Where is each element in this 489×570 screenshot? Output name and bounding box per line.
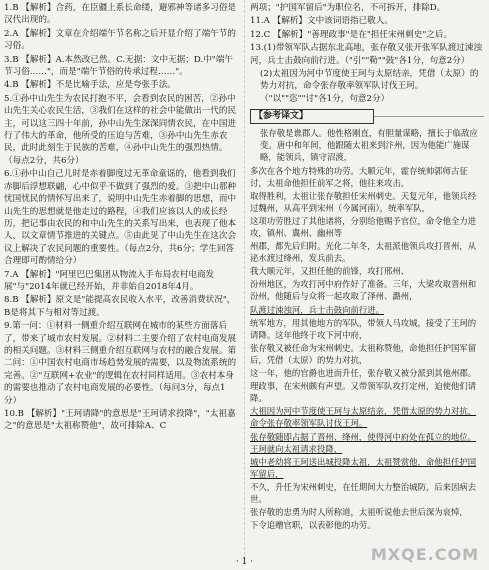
answer-12: 12.C 【解析】"善理政事"是在"担任宋州刺史"之后。 bbox=[250, 29, 453, 40]
right-column bbox=[250, 2, 484, 532]
translation-line: 张存敬的忠勇为时人所称道，太祖听说他去世后深为哀悼， bbox=[250, 507, 468, 518]
translation-line-underlined: 张存敬随即占据了晋州、绛州，使得河中府处在孤立的地位。王珂就向太祖请求投降， bbox=[250, 431, 477, 454]
translation-line: 张存敬又被任命为宋州刺史。太祖称赞他，命他担任护国军留后，凭借（太原）的势力对抗， bbox=[250, 342, 477, 365]
translation-line: 这项功劳胜过了其他诸将，分别给他赐予官位，命令他全力进攻，镇州、冀州、幽州等 bbox=[250, 215, 477, 238]
answer-3: 3.B 【解析】A.本然改已然。C.无据：文中无据；D.中"端午节习俗……"，而是"端午节俗的传承过程……"。 bbox=[4, 54, 233, 78]
translation-line: 理政事，在宋州颇有声望。又带领军队攻打定州，迫使他们请降。 bbox=[250, 381, 477, 404]
answer-5: 5.①孙中山先生为农民打抱不平，会看到农民的困苦，②孙中山先生关心农民生活，③我们在这样的社会中能做出一代的民主，可以这三四十年前，孙中山先生深深同情农民，在中国进行了伟大的革命，他所受的压迫与苦难，③孙中山先生赤农民，此时此刻生于民族的苦难，④孙中山先生的强烈热情。（每点2分，共6分） bbox=[4, 93, 237, 166]
left-column bbox=[4, 2, 238, 434]
translation-line-underlined: 大祖因为河中节度使王珂与太原结亲，凭借太原的势力对抗，命令张存敬率领军队讨伐王珂。 bbox=[250, 406, 477, 429]
translation-line: 汾州地区，为攻打河中府作好了准备。三年，大梁攻取晋州和汾州，他随后与众将一起攻取了泽州、潞州， bbox=[250, 279, 477, 302]
answer-11: 11.A 【解析】文中该词语指已敬人。 bbox=[250, 16, 393, 27]
translation-line: 多次在各个地方特殊的功劳。大顺元年，霍存统帅郭师古征讨，太祖命他担任前军之将，他往来攻击， bbox=[250, 165, 468, 188]
translation-line: 统军地方，用其他地方的军队，带领人马攻城，接受了王珂的请降。这年他终于攻下河中府， bbox=[250, 317, 477, 340]
translation-line: 取得胜利，太祖让张存敬担任宋州刺史。天复元年，他领兵经过魏州，从高平到宋州（今属河南），统率军队， bbox=[250, 190, 477, 213]
answer-6: 6.①孙中山自己儿时是赤着脚度过无革命童谣的，他看到我们赤脚后浮想联翩，心中似乎不做到了强烈的爱。③把中山那种忧国忧民的情怀写出来了，说明中山先生赤着脚的思想，而中山先生的思想就是他走过的路程，④我们应该以人的成长经历，把记事由农民的和中山先生的关系写出来，也表现了他本人，以文章情节推进的关键点。⑤由此见了中山先生在这次会议上解决了农民问题的重要性。（每点2分，共6分；学生回答合理即可酌情给分） bbox=[4, 169, 237, 267]
translation-line: 州郡，都先后归附。光化二年冬，太祖派他领兵攻打晋州，从泌水渡过绛州，发兵前去。 bbox=[250, 241, 477, 264]
page-number: · 1 · bbox=[235, 557, 254, 567]
answer-10-cont: 两项；"护国军留后"为职位名，不可拆开，排除D。 bbox=[250, 3, 446, 13]
reference-translation-body bbox=[250, 127, 484, 531]
answer-13-2: (2)太祖因为河中节度使王珂与太原结亲，凭借（太原）的势力对抗，命令张存敬率领军队讨伐王珂。（"以""恣""讨"各1分，句意2分） bbox=[260, 69, 479, 104]
answer-8: 8.B 【解析】原文是"能提高农民收入水平，改善消费状况"，B是将其下与相对等过渡。 bbox=[4, 295, 236, 318]
reference-translation-header bbox=[250, 109, 374, 124]
translation-line-underlined: 城中老幼将王珂送出城投降太祖，太祖赞赏他，命他担任护国军留后， bbox=[250, 456, 477, 479]
answer-10: 10.B 【解析】"王珂请降"的意思是"王珂请求投降"，"太祖嘉之"的意思是"太祖称赞他"，故可排除A、C bbox=[4, 409, 236, 432]
answer-1: 1.B 【解析】合药，在臣疆上系长命缕，避邪神等诸多习俗是汉代出现的。 bbox=[4, 3, 237, 26]
reference-translation-title: 【参考译文】 bbox=[250, 109, 374, 124]
answer-13-1: 13.(1)带领军队占据东北高地，张存敬又张开张军队渡过涑浊河，兵士击鼓向前行进。（"引""勒""鼓"各1分，句意2分） bbox=[250, 43, 483, 66]
translation-line: 下令追赠官职，以表彰他的功劳。 bbox=[250, 520, 376, 531]
translation-line-underlined: 队渡过涑浊河，兵士击鼓向前行进。 bbox=[250, 304, 384, 315]
column-divider bbox=[244, 0, 245, 560]
translation-line: 张存敬是谯郡人。他性格刚直，有胆量谋略，擅长于临敌应变。唐中和年间，他跟随太祖来到汴州，因为他能广施谋略，能领兵，镇守沼渡， bbox=[260, 128, 478, 163]
site-watermark: MXQE.COM bbox=[370, 545, 479, 564]
answer-9: 9.第一问：①材料一侧重介绍互联网在城市的某些方面落后了，带来了城市农村发展。②材料二主要介绍了农村电商发展的相关问题。③材料三侧重介绍互联网与农村的融合发展。第二问：①中国农村电商市场趋势发展的需要，以及物流系统的完善。②"互联网+农业"的逻辑在农村同样适用。③农村本身的需要也推动了农村电商发展的必要性。（每问3分，每点1分） bbox=[4, 321, 237, 406]
answer-7: 7.A 【解析】"阿里巴巴集团从物流入手布局农村电商发展"与"2014年就已经开始，并非始自2018年4月。 bbox=[4, 269, 215, 292]
translation-line: 不久，升任为宋州刺史，在任期间大力整治城防，后来因病去世。 bbox=[250, 481, 477, 504]
translation-line: 我大顺元年，又担任他的前锋，攻打邢州、 bbox=[250, 266, 410, 277]
answer-4: 4.B 【解析】不是比喻手法，应是夸张手法。 bbox=[4, 80, 176, 91]
translation-line: 这一年，他的官爵也进而升任，张存敬又被分派到其他州郡。 bbox=[250, 368, 477, 379]
answer-2: 2.A 【解析】文章在介绍端午节名称之后开显介绍了端午节的习俗。 bbox=[4, 28, 236, 52]
